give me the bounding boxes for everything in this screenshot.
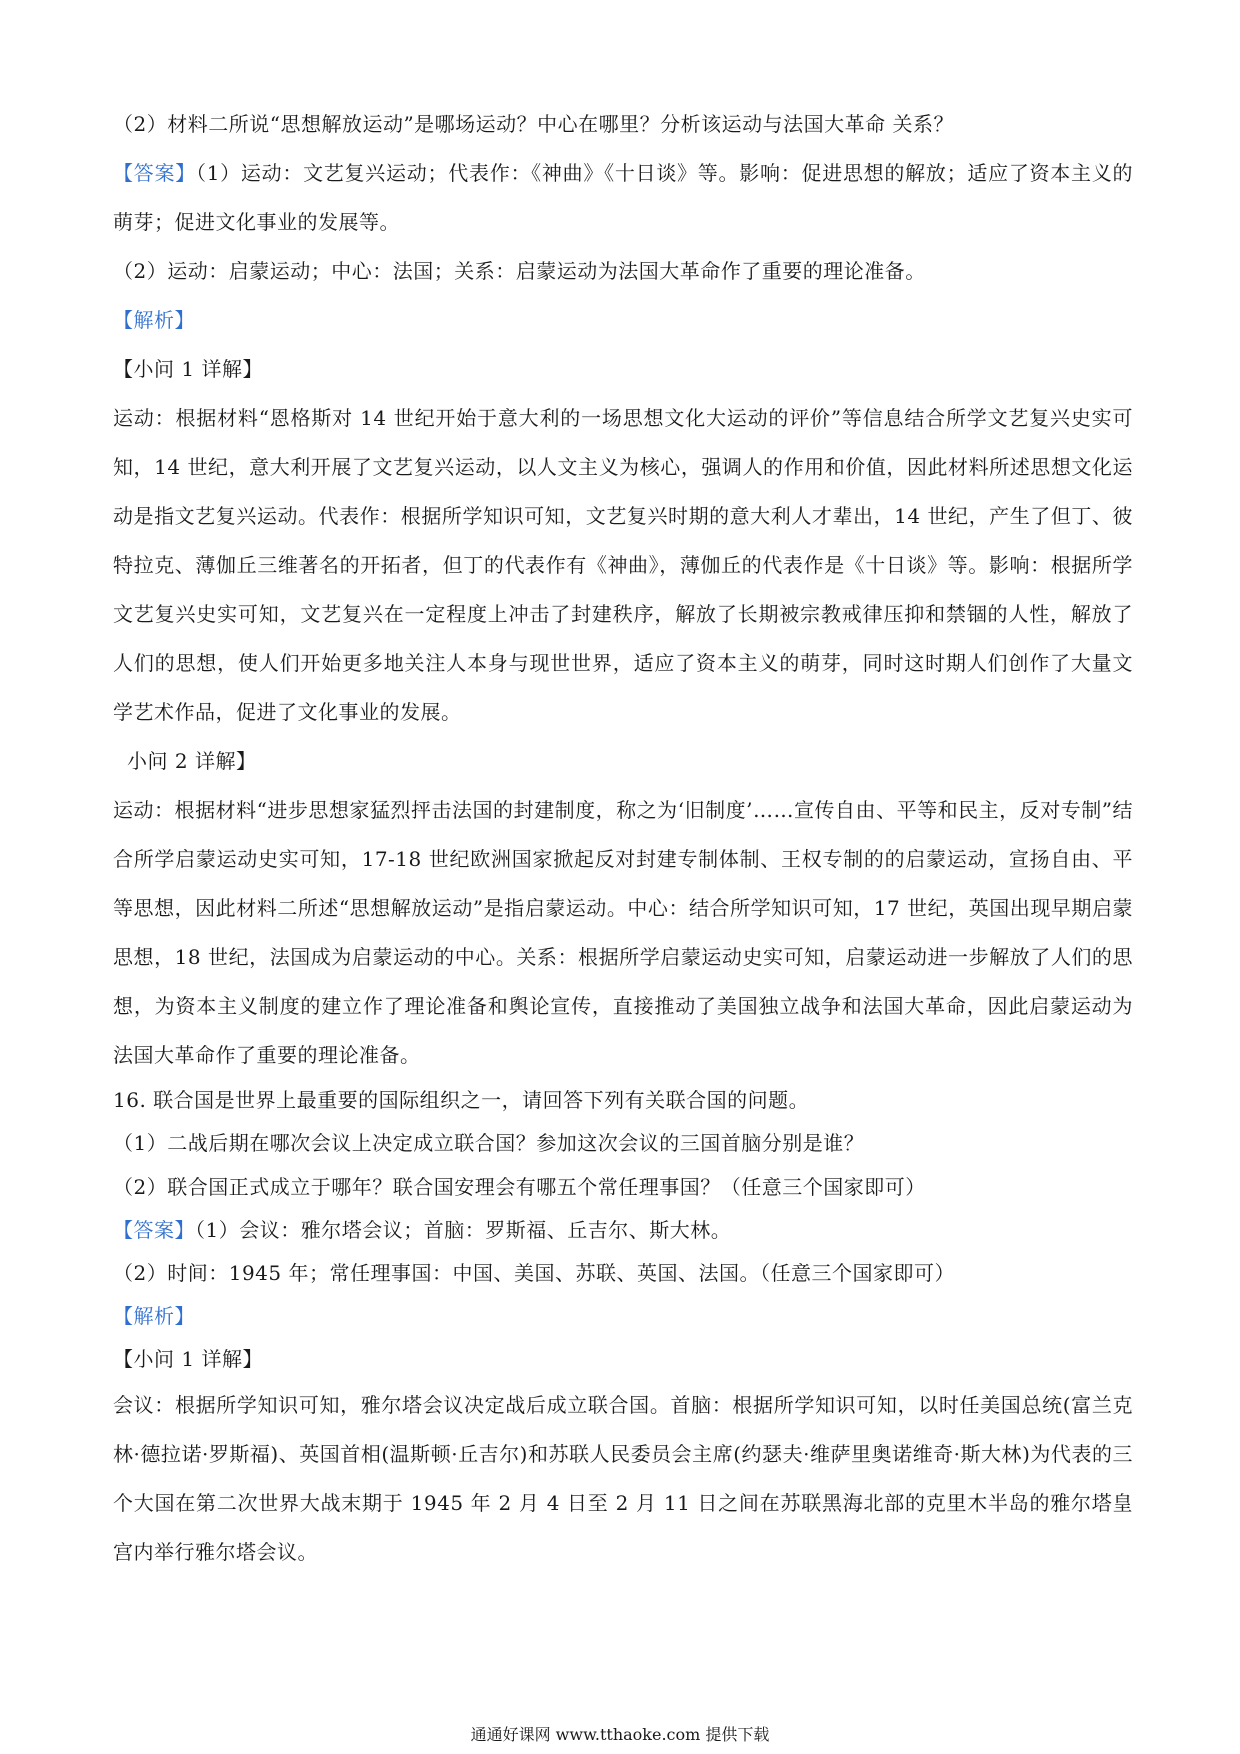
q16-answer-1	[113, 1209, 1133, 1252]
q15-detail-1: 运动：根据材料“恩格斯对 14 世纪开始于意大利的一场思想文化大运动的评价”等信息结合所学文艺复兴史实可知，14 世纪，意大利开展了文艺复兴运动，以人文主义为核心，强调人的作用和价值，因此材料所述思想文化运动是指文艺复兴运动。代表作：根据所学知识可知，文艺复兴时期的意大利人才辈出，14 世纪，产生了但丁、彼特拉克、薄伽丘三维著名的开拓者，但丁的代表作有《神曲》，薄伽丘的代表作是《十日谈》等。影响：根据所学文艺复兴史实可知，文艺复兴在一定程度上冲击了封建秩序，解放了长期被宗教戒律压抑和禁锢的人性，解放了人们的思想，使人们开始更多地关注人本身与现世世界，适应了资本主义的萌芽，同时这时期人们创作了大量文学艺术作品，促进了文化事业的发展。	[113, 406, 1133, 724]
q15-subquestion-2-title: 小问 2 详解】	[127, 749, 257, 773]
page-footer: 通通好课网 www.tthaoke.com 提供下载	[470, 1725, 770, 1744]
answer-tag: 【答案】	[113, 161, 196, 185]
q15-subquestion-1-title: 【小问 1 详解】	[113, 357, 263, 381]
q16-stem: 16. 联合国是世界上最重要的国际组织之一，请回答下列有关联合国的问题。	[113, 1088, 810, 1112]
q16-part1-question: （1）二战后期在哪次会议上决定成立联合国？参加这次会议的三国首脑分别是谁？	[113, 1131, 865, 1155]
q15-answer-1-text: （1）运动：文艺复兴运动；代表作：《神曲》《十日谈》等。影响：促进思想的解放；适应了资本主义的萌芽；促进文化事业的发展等。	[113, 161, 1134, 234]
q15-detail-2: 运动：根据材料“进步思想家猛烈抨击法国的封建制度，称之为‘旧制度’……宣传自由、平等和民主，反对专制”结合所学启蒙运动史实可知，17-18 世纪欧洲国家掀起反对封建专制体制、王权专制的的启蒙运动，宣扬自由、平等思想，因此材料二所述“思想解放运动”是指启蒙运动。中心：结合所学知识可知，17 世纪，英国出现早期启蒙思想，18 世纪，法国成为启蒙运动的中心。关系：根据所学启蒙运动史实可知，启蒙运动进一步解放了人们的思想，为资本主义制度的建立作了理论准备和舆论宣传，直接推动了美国独立战争和法国大革命，因此启蒙运动为法国大革命作了重要的理论准备。	[113, 798, 1133, 1067]
q16-answer-2: （2）时间：1945 年；常任理事国：中国、美国、苏联、英国、法国。（任意三个国家即可）	[113, 1261, 955, 1285]
q16-subquestion-1-title: 【小问 1 详解】	[113, 1347, 263, 1371]
analysis-tag: 【解析】	[113, 1304, 195, 1328]
q15-answer-1	[113, 149, 1133, 247]
analysis-tag: 【解析】	[113, 308, 195, 332]
q15-answer-2: （2）运动：启蒙运动；中心：法国；关系：启蒙运动为法国大革命作了重要的理论准备。	[113, 259, 926, 283]
q15-part2-question: （2）材料二所说“思想解放运动”是哪场运动？中心在哪里？分析该运动与法国大革命 关系？	[113, 112, 955, 136]
q16-answer-1-text: （1）会议：雅尔塔会议；首脑：罗斯福、丘吉尔、斯大林。	[195, 1218, 732, 1242]
q16-detail-1: 会议：根据所学知识可知，雅尔塔会议决定战后成立联合国。首脑：根据所学知识可知，以时任美国总统(富兰克林·德拉诺·罗斯福)、英国首相(温斯顿·丘吉尔)和苏联人民委员会主席(约瑟夫·维萨里奥诺维奇·斯大林)为代表的三个大国在第二次世界大战末期于 1945 年 2 月 4 日至 2 月 11 日之间在苏联黑海北部的克里木半岛的雅尔塔皇宫内举行雅尔塔会议。	[113, 1393, 1133, 1564]
document-body	[113, 100, 1133, 1577]
q16-part2-question: （2）联合国正式成立于哪年？联合国安理会有哪五个常任理事国？（任意三个国家即可）	[113, 1175, 926, 1199]
answer-tag: 【答案】	[113, 1218, 195, 1242]
